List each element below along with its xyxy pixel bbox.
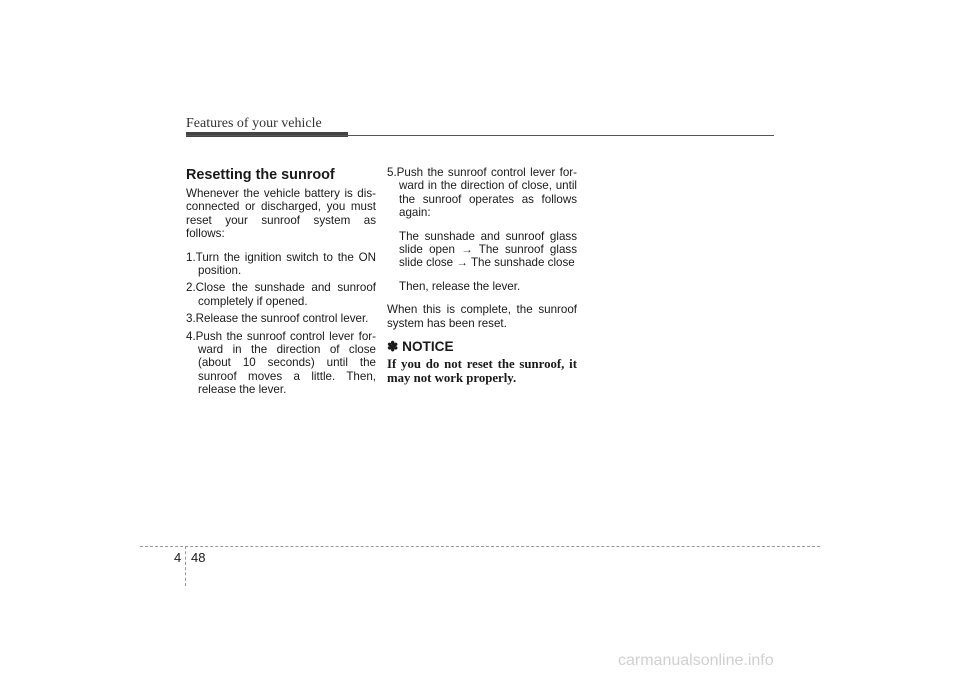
step-2: 2.Close the sunshade and sunroof completely if opened.	[186, 281, 376, 308]
watermark: carmanualsonline.info	[618, 652, 774, 669]
page-number: 48	[191, 550, 206, 565]
completion-paragraph: When this is complete, the sunroof system has been reset.	[387, 303, 577, 330]
intro-paragraph: Whenever the vehicle battery is dis-connected or discharged, you must reset your sunroof system as follows:	[186, 187, 376, 241]
notice-body: If you do not reset the sunroof, it may not work properly.	[387, 357, 577, 386]
page-header-title: Features of your vehicle	[186, 116, 322, 131]
step-1: 1.Turn the ignition switch to the ON position.	[186, 250, 376, 278]
chapter-number: 4	[174, 550, 182, 565]
footer-rule	[140, 546, 820, 547]
section-title: Resetting the sunroof	[186, 167, 335, 183]
notice-title: ✽ NOTICE	[387, 339, 454, 355]
header-rule	[186, 135, 774, 136]
left-column	[186, 166, 376, 401]
step-5: 5.Push the sunroof control lever for-ward in the direction of close, until the sunroof operates as follows again:	[387, 166, 577, 220]
step-5-detail: The sunshade and sunroof glass slide open → The sunroof glass slide close → The sunshade close	[399, 229, 577, 270]
footer-divider	[185, 546, 186, 586]
step-3: 3.Release the sunroof control lever.	[186, 312, 369, 326]
step-4: 4.Push the sunroof control lever for-ward in the direction of close (about 10 seconds) until the sunroof moves a little. Then, release the lever.	[186, 329, 376, 397]
right-column	[387, 166, 577, 385]
step-5-release: Then, release the lever.	[399, 279, 521, 293]
